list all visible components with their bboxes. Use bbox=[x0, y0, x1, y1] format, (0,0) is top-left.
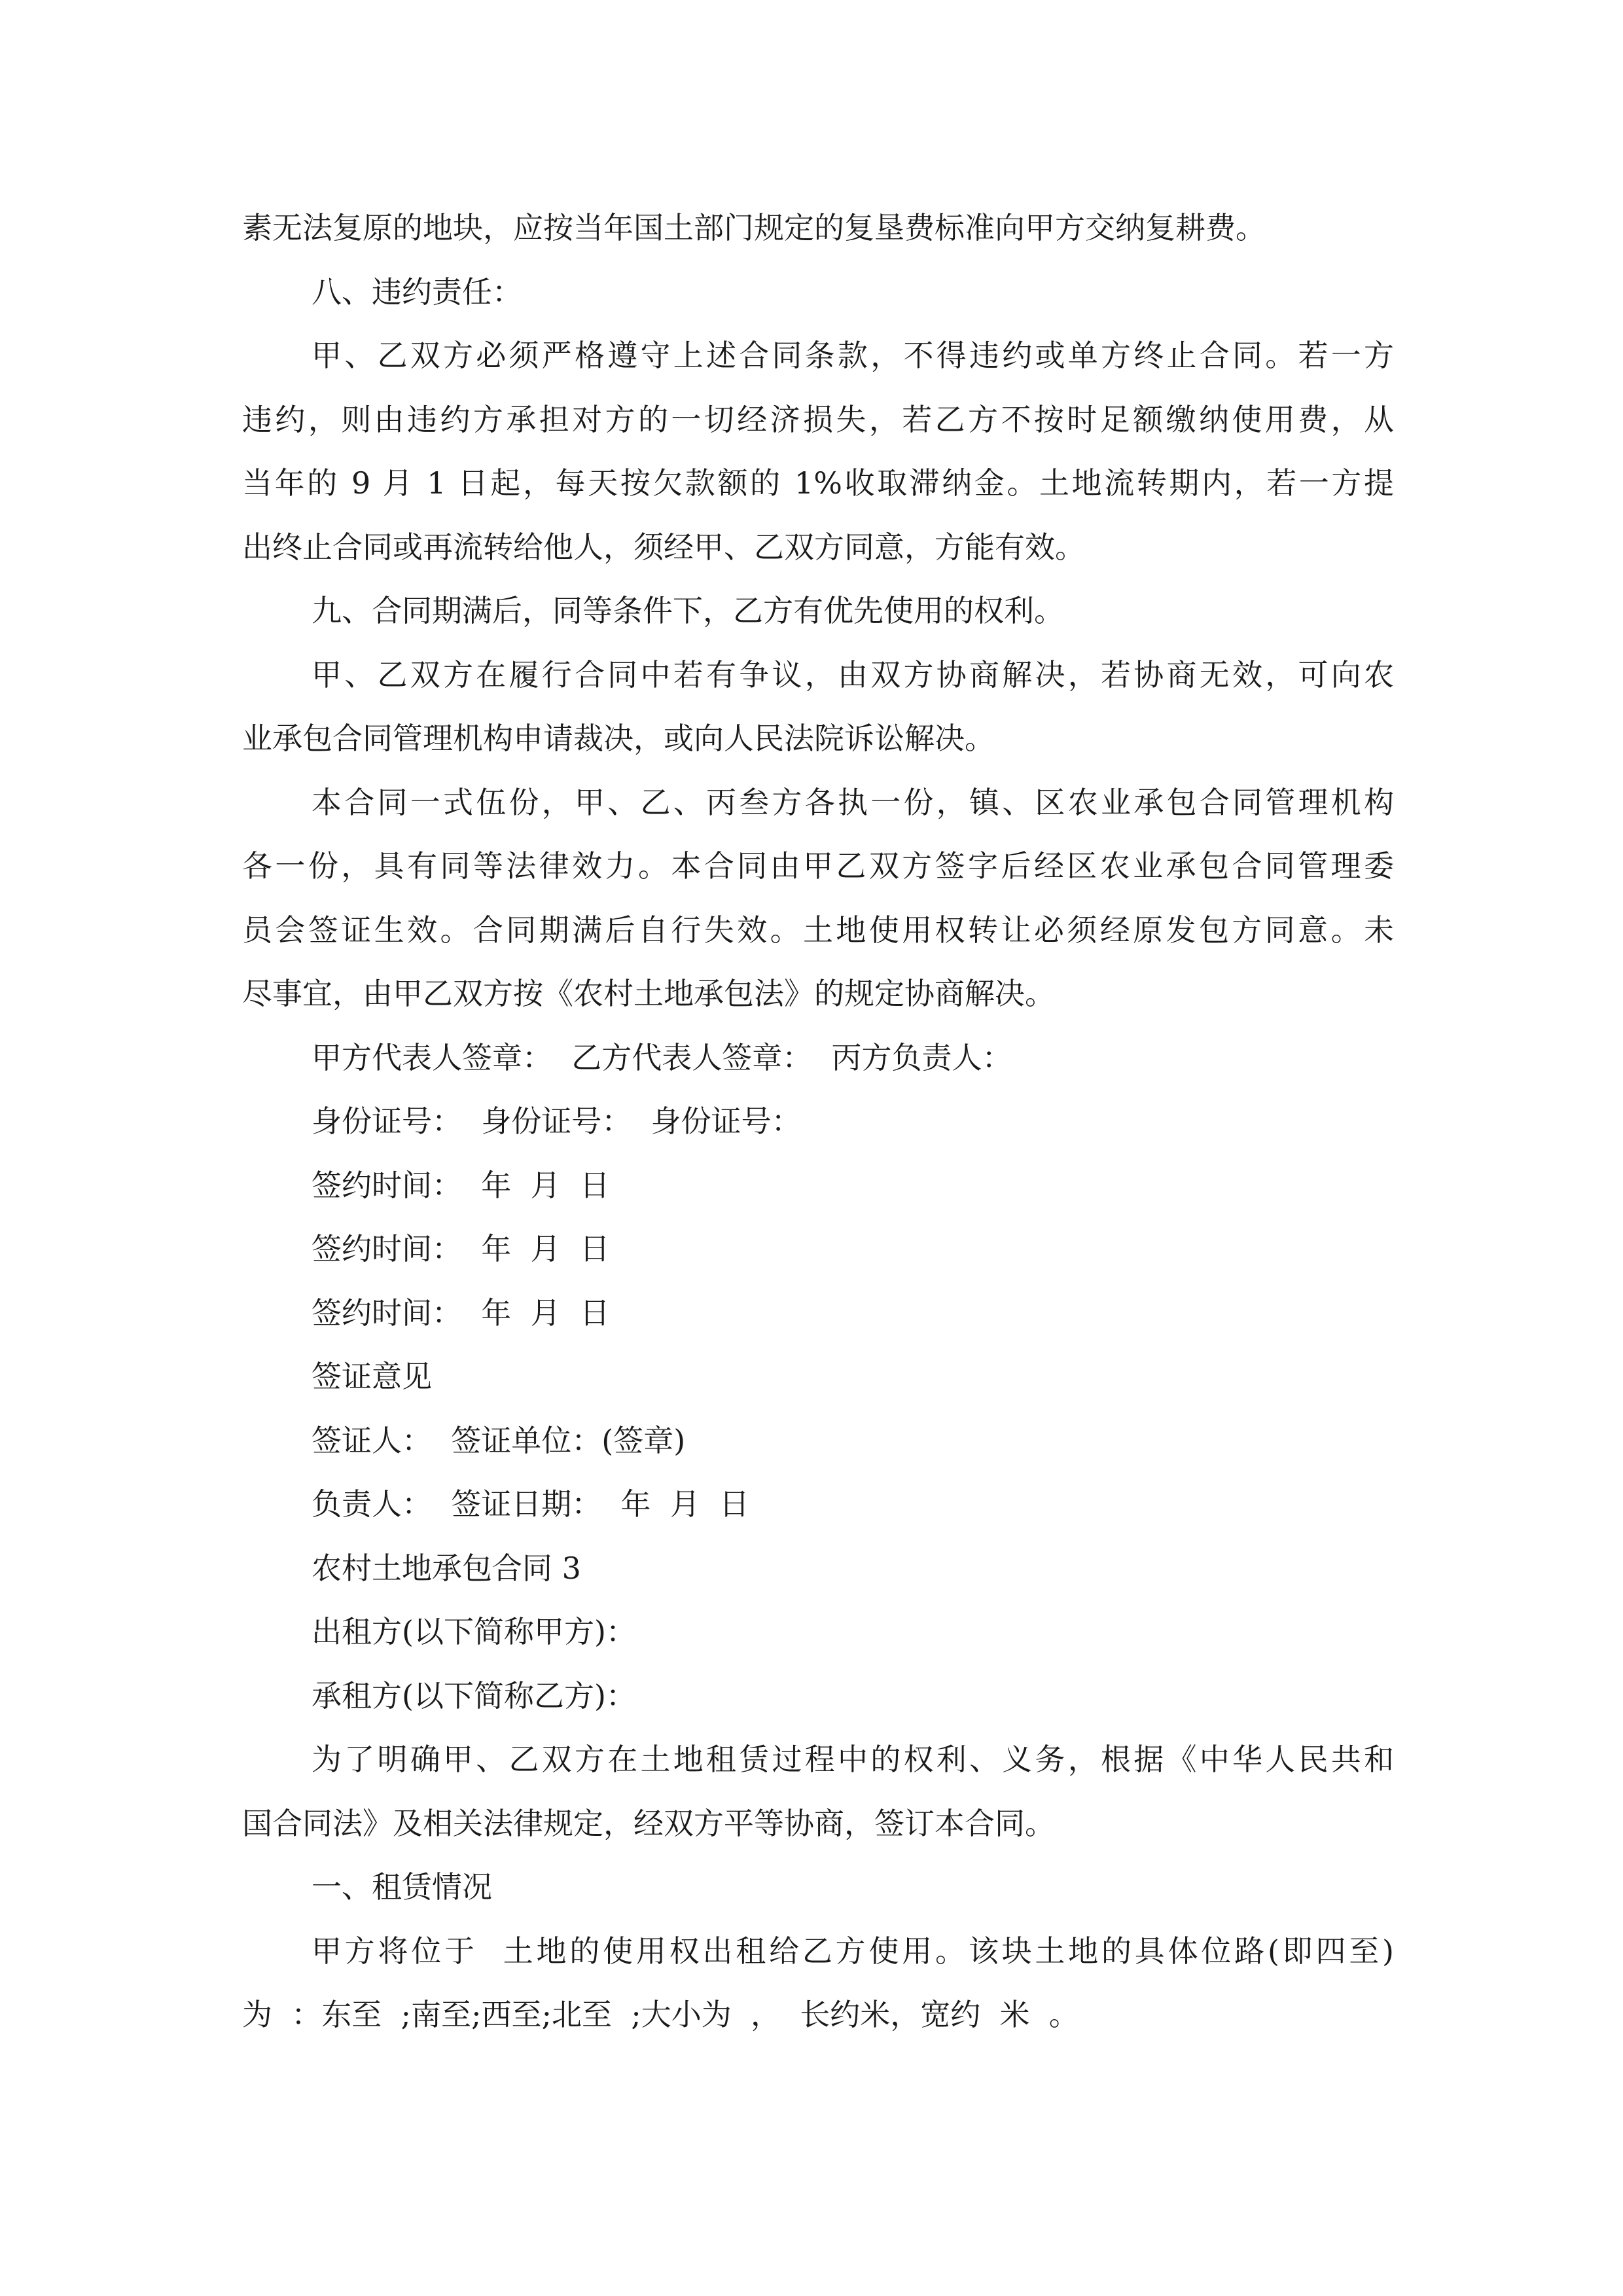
text-line-28: 甲方将位于 土地的使用权出租给乙方使用。该块土地的具体位路(即四至) bbox=[312, 1933, 1394, 1969]
text-line-13: 尽事宜，由甲乙双方按《农村土地承包法》的规定协商解决。 bbox=[242, 976, 1055, 1011]
text-line-5: 当年的 9 月 1 日起，每天按欠款额的 1%收取滞纳金。土地流转期内，若一方提 bbox=[242, 465, 1394, 501]
text-line-9: 业承包合同管理机构申请裁决，或向人民法院诉讼解决。 bbox=[242, 721, 995, 756]
text-line-10: 本合同一式伍份，甲、乙、丙叁方各执一份，镇、区农业承包合同管理机构 bbox=[312, 784, 1394, 820]
text-line-20: 签证人： 签证单位：(签章) bbox=[312, 1422, 686, 1458]
text-line-8: 甲、乙双方在履行合同中若有争议，由双方协商解决，若协商无效，可向农 bbox=[312, 656, 1394, 692]
text-line-3: 甲、乙双方必须严格遵守上述合同条款，不得违约或单方终止合同。若一方 bbox=[312, 338, 1394, 373]
text-line-29: 为 ：东至 ;南至;西至;北至 ;大小为 ， 长约米，宽约 米 。 bbox=[242, 1997, 1079, 2032]
text-line-23: 出租方(以下简称甲方)： bbox=[312, 1614, 636, 1649]
text-line-12: 员会签证生效。合同期满后自行失效。土地使用权转让必须经原发包方同意。未 bbox=[242, 912, 1394, 948]
text-line-6: 出终止合同或再流转给他人，须经甲、乙双方同意，方能有效。 bbox=[242, 529, 1085, 565]
text-line-19: 签证意见 bbox=[312, 1359, 432, 1394]
text-line-15: 身份证号： 身份证号： 身份证号： bbox=[312, 1103, 802, 1139]
text-line-26: 国合同法》及相关法律规定，经双方平等协商，签订本合同。 bbox=[242, 1805, 1055, 1841]
text-line-14: 甲方代表人签章： 乙方代表人签章： 丙方负责人： bbox=[312, 1039, 1012, 1075]
text-line-1: 素无法复原的地块，应按当年国土部门规定的复垦费标准向甲方交纳复耕费。 bbox=[242, 210, 1266, 245]
text-line-22: 农村土地承包合同 3 bbox=[312, 1550, 581, 1586]
text-line-2: 八、违约责任： bbox=[312, 274, 522, 310]
text-line-7: 九、合同期满后，同等条件下，乙方有优先使用的权利。 bbox=[312, 593, 1064, 628]
text-line-24: 承租方(以下简称乙方)： bbox=[312, 1677, 636, 1713]
text-line-4: 违约，则由违约方承担对方的一切经济损失，若乙方不按时足额缴纳使用费，从 bbox=[242, 401, 1394, 437]
document-page bbox=[242, 196, 1394, 2047]
text-line-11: 各一份，具有同等法律效力。本合同由甲乙双方签字后经区农业承包合同管理委 bbox=[242, 848, 1394, 884]
text-line-27: 一、租赁情况 bbox=[312, 1869, 492, 1905]
text-line-18: 签约时间： 年 月 日 bbox=[312, 1295, 610, 1331]
text-line-17: 签约时间： 年 月 日 bbox=[312, 1231, 610, 1266]
text-line-16: 签约时间： 年 月 日 bbox=[312, 1167, 610, 1203]
text-line-21: 负责人： 签证日期： 年 月 日 bbox=[312, 1486, 749, 1522]
text-line-25: 为了明确甲、乙双方在土地租赁过程中的权利、义务，根据《中华人民共和 bbox=[312, 1742, 1394, 1777]
